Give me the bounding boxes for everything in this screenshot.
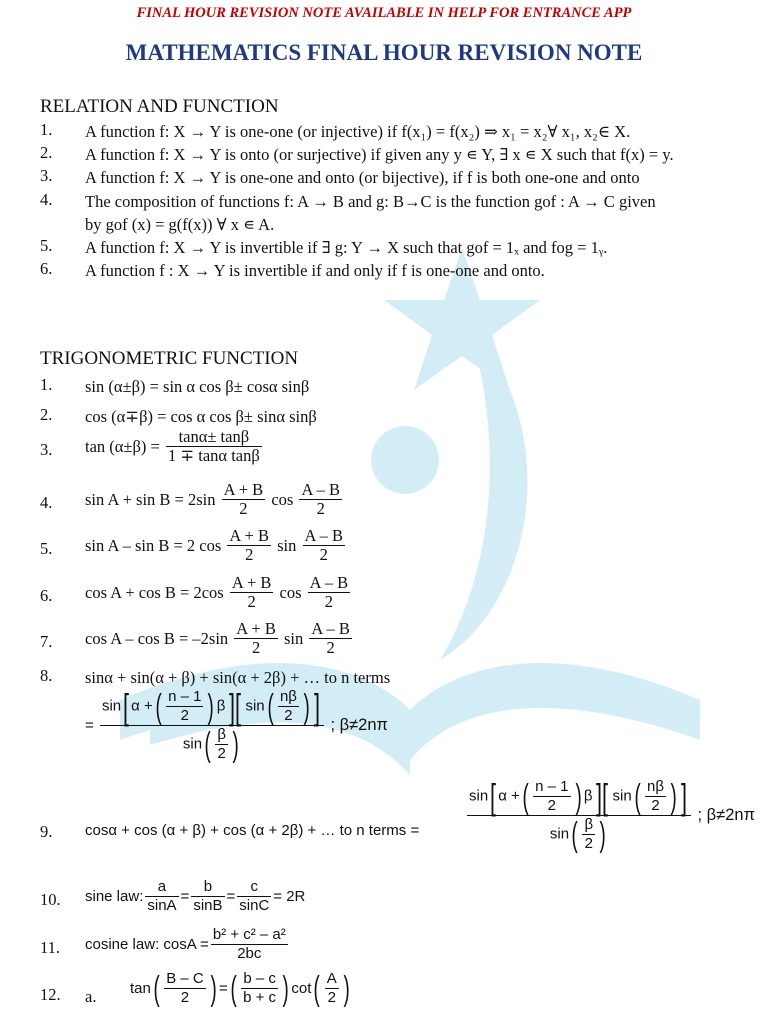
fraction-num: A + B <box>229 526 269 545</box>
fraction-num: A + B <box>236 619 276 638</box>
list-item: A function f: X → Y is onto (or surjective) if given any y ∊ Y, ∃ x ∊ X such that f(x) = y. <box>85 145 674 164</box>
list-number: 3. <box>40 440 53 459</box>
formula-7 <box>85 620 354 657</box>
list-item: The composition of functions f: A → B and g: B→C is the function gof : A → C given <box>85 192 656 211</box>
banner-text: FINAL HOUR REVISION NOTE AVAILABLE IN HELP FOR ENTRANCE APP <box>136 5 632 21</box>
fraction-den: 1 ∓ tanα tanβ <box>167 446 260 465</box>
sum-fraction-num: sin[ α +( $\frac{n - 1}{2}$ ) β ][ sin( $\frac{n\beta}{2}$ ) ] <box>469 775 688 817</box>
list-number: 4. <box>40 493 53 512</box>
fraction-num: A – B <box>309 573 349 592</box>
fraction-den: 2 <box>308 592 351 611</box>
page-title: MATHEMATICS FINAL HOUR REVISION NOTE <box>125 40 643 65</box>
formula-mid: cos <box>279 583 302 602</box>
formula-8-sum: = sin[ α +( $\frac{n - 1}{2}$ ) β ][ sin( $\frac{n\beta}{2}$ ) ] sin( $\frac{\beta}{2}$ ) ; β≠2nπ <box>85 685 388 764</box>
list-item: A function f: X → Y is one-one and onto (or bijective), if f is both one-one and onto <box>85 168 640 187</box>
list-item: A function f : X → Y is invertible if and only if f is one-one and onto. <box>85 261 545 280</box>
fraction <box>299 481 342 518</box>
list-item: A function f: X → Y is invertible if ∃ g: Y → X such that gof = 1ₓ and fog = 1ᵧ. <box>85 238 608 257</box>
fraction <box>222 481 266 518</box>
fraction <box>309 620 352 657</box>
formula-2: cos (α∓β) = cos α cos β± sinα sinβ <box>85 407 317 426</box>
fraction-num: A + B <box>223 480 264 499</box>
list-number: 10. <box>40 890 61 909</box>
list-number: 7. <box>40 632 53 651</box>
sum-fraction <box>100 685 324 764</box>
formula-1: sin (α±β) = sin α cos β± cosα sinβ <box>85 377 310 396</box>
formula-9-line: cosα + cos (α + β) + cos (α + 2β) + … to n terms = <box>85 822 420 839</box>
formula-6 <box>85 574 352 611</box>
fraction <box>227 527 271 564</box>
formula-lhs: tan (α±β) = <box>85 437 160 456</box>
fraction-den: 2 <box>230 592 274 611</box>
formula-lhs: cos A – cos B = –2sin <box>85 629 229 648</box>
formula-11: cosine law: cosA = $\frac{\text{b² + c² – a²}}{2bc}$ <box>85 926 286 962</box>
formula-mid: sin <box>283 629 304 648</box>
formula-3 <box>85 428 264 465</box>
list-number: 11. <box>40 938 61 957</box>
list-number: 6. <box>40 259 53 278</box>
watermark-figure-icon <box>440 330 527 660</box>
watermark-head-icon <box>371 426 439 494</box>
fraction-den: 2 <box>299 499 342 518</box>
list-number: 12. <box>40 985 61 1004</box>
list-number: 9. <box>40 822 53 841</box>
list-number: 1. <box>40 120 53 139</box>
fraction-den: 2 <box>227 545 271 564</box>
list-number: 8. <box>40 666 53 685</box>
sum-fraction <box>467 775 691 854</box>
list-item-continuation: by gof (x) = g(f(x)) ∀ x ∊ A. <box>85 215 275 234</box>
sum-fraction-num: sin[ α +( $\frac{n - 1}{2}$ ) β ][ sin( $\frac{n\beta}{2}$ ) ] <box>101 685 321 727</box>
fraction <box>308 574 351 611</box>
fraction-den: 2 <box>303 545 346 564</box>
formula-9-sum <box>465 775 755 854</box>
sum-fraction-den: sin( $\frac{\beta}{2}$ ) <box>467 815 691 853</box>
formula-12-sub: a. <box>85 987 97 1006</box>
list-number: 2. <box>40 143 53 162</box>
formula-condition: ; β≠2nπ <box>697 806 755 824</box>
fraction <box>166 428 262 465</box>
formula-8-line: sinα + sin(α + β) + sin(α + 2β) + … to n terms <box>85 668 391 687</box>
fraction <box>230 574 274 611</box>
fraction-num: A – B <box>311 619 350 638</box>
fraction <box>303 527 346 564</box>
formula-12: tan( $\frac{B - C}{2}$ ) =( $\frac{b - c}{b + c}$ ) cot( $\frac{A}{2}$ ) <box>130 969 350 1008</box>
fraction-den: 2 <box>222 499 266 518</box>
formula-lhs: sin A + sin B = 2sin <box>85 490 216 509</box>
formula-lhs: cos A + cos B = 2cos <box>85 583 224 602</box>
fraction-num: A – B <box>304 526 344 545</box>
formula-5 <box>85 527 347 564</box>
list-number: 4. <box>40 190 53 209</box>
list-number: 5. <box>40 236 53 255</box>
fraction-num: A – B <box>301 480 340 499</box>
section-heading-relation: RELATION AND FUNCTION <box>40 96 279 117</box>
fraction-num: A + B <box>231 573 272 592</box>
formula-10: sine law: $\frac{a}{\sin A}$ = $\frac{b}{\sin B}$ = $\frac{c}{\sin C}$ = 2R <box>85 878 306 914</box>
fraction-den: 2 <box>234 638 278 657</box>
fraction-num: tanα± tanβ <box>178 427 250 446</box>
section-heading-trig: TRIGONOMETRIC FUNCTION <box>40 348 299 369</box>
list-number: 1. <box>40 375 53 394</box>
formula-mid: cos <box>271 490 294 509</box>
sum-fraction-den: sin( $\frac{\beta}{2}$ ) <box>100 725 324 763</box>
formula-4 <box>85 481 344 518</box>
list-number: 6. <box>40 586 53 605</box>
list-item: A function f: X → Y is one-one (or injective) if f(x₁) = f(x₂) ⇒ x₁ = x₂∀ x₁, x₂∈ X. <box>85 122 631 141</box>
fraction <box>234 620 278 657</box>
list-number: 2. <box>40 405 53 424</box>
formula-lhs: sin A – sin B = 2 cos <box>85 536 222 555</box>
formula-condition: ; β≠2nπ <box>330 716 388 734</box>
list-number: 5. <box>40 539 53 558</box>
list-number: 3. <box>40 166 53 185</box>
formula-mid: sin <box>277 536 297 555</box>
fraction-den: 2 <box>309 638 352 657</box>
